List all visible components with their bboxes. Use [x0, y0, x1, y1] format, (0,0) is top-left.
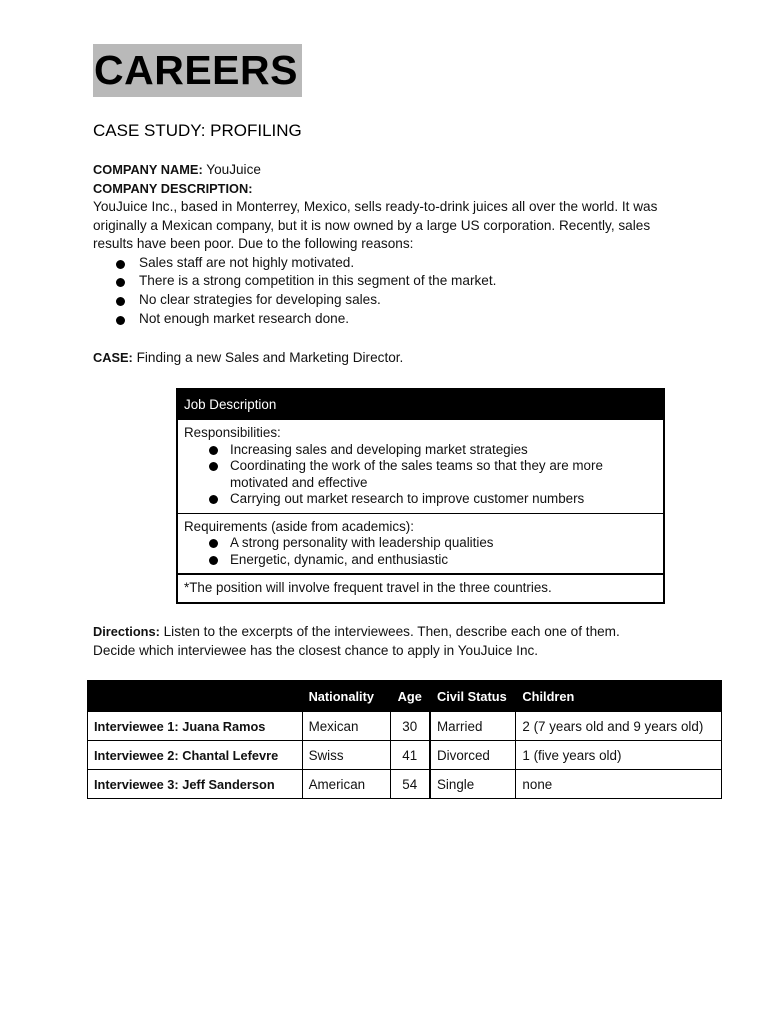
table-cell: American: [302, 770, 390, 799]
list-item: Not enough market research done.: [93, 310, 683, 329]
directions-label: Directions:: [93, 624, 160, 639]
responsibilities-list: [184, 442, 657, 508]
interviewee-table: [87, 680, 722, 799]
job-description-header: Job Description: [178, 390, 663, 419]
table-cell: 1 (five years old): [516, 741, 722, 770]
directions-text-2: Decide which interviewee has the closest chance to apply in YouJuice Inc.: [93, 642, 539, 658]
table-header-row: [88, 681, 722, 712]
table-row: [88, 741, 722, 770]
list-item: Carrying out market research to improve customer numbers: [184, 491, 657, 508]
list-item: A strong personality with leadership qualities: [184, 535, 657, 552]
table-cell: Single: [430, 770, 516, 799]
responsibilities-label: Responsibilities:: [184, 425, 281, 440]
company-block: [93, 161, 683, 328]
list-item: No clear strategies for developing sales.: [93, 291, 683, 310]
table-cell: Mexican: [302, 712, 390, 741]
list-item: Increasing sales and developing market strategies: [184, 442, 657, 459]
company-description-label: COMPANY DESCRIPTION:: [93, 180, 253, 196]
table-cell: 2 (7 years old and 9 years old): [516, 712, 722, 741]
table-cell: Interviewee 3: Jeff Sanderson: [88, 770, 303, 799]
list-item: There is a strong competition in this segment of the market.: [93, 272, 683, 291]
table-cell: none: [516, 770, 722, 799]
reasons-list: [93, 254, 683, 329]
table-row: [88, 770, 722, 799]
table-row: [88, 712, 722, 741]
requirements-label: Requirements (aside from academics):: [184, 518, 414, 534]
list-item: Energetic, dynamic, and enthusiastic: [184, 552, 657, 569]
case-label: CASE:: [93, 350, 133, 365]
table-cell: 30: [390, 712, 430, 741]
table-cell: Divorced: [430, 741, 516, 770]
table-cell: Interviewee 1: Juana Ramos: [88, 712, 303, 741]
directions-text-1: Listen to the excerpts of the interviewees. Then, describe each one of them.: [163, 624, 620, 639]
case-study-heading: CASE STUDY: PROFILING: [93, 121, 302, 140]
company-name-line: [93, 161, 683, 180]
case-line: [93, 349, 683, 368]
column-header: Civil Status: [430, 681, 516, 712]
case-text: Finding a new Sales and Marketing Director.: [136, 350, 404, 365]
table-cell: Interviewee 2: Chantal Lefevre: [88, 741, 303, 770]
table-cell: Married: [430, 712, 516, 741]
column-header: Age: [390, 681, 430, 712]
responsibilities-section: [178, 419, 663, 513]
column-header: Nationality: [302, 681, 390, 712]
job-description-box: [176, 388, 665, 604]
travel-note: *The position will involve frequent travel in the three countries.: [178, 573, 663, 602]
table-cell: 54: [390, 770, 430, 799]
directions-block: [93, 623, 683, 660]
requirements-section: [178, 513, 663, 574]
directions-line-1: [93, 623, 683, 642]
list-item: Sales staff are not highly motivated.: [93, 254, 683, 273]
table-cell: 41: [390, 741, 430, 770]
page-title: CAREERS: [93, 44, 302, 97]
column-header: [88, 681, 303, 712]
company-description-text: YouJuice Inc., based in Monterrey, Mexico, sells ready-to-drink juices all over the world. It was originally a Mexican company, but it is now owned by a large US corporation. Recently, sales results have been poor. Due to the following reasons:: [93, 199, 658, 251]
table-cell: Swiss: [302, 741, 390, 770]
list-item: Coordinating the work of the sales teams so that they are more motivated and effective: [184, 458, 657, 491]
company-name-label: COMPANY NAME:: [93, 162, 203, 177]
requirements-list: [184, 535, 657, 568]
column-header: Children: [516, 681, 722, 712]
company-name-value: YouJuice: [206, 162, 261, 177]
